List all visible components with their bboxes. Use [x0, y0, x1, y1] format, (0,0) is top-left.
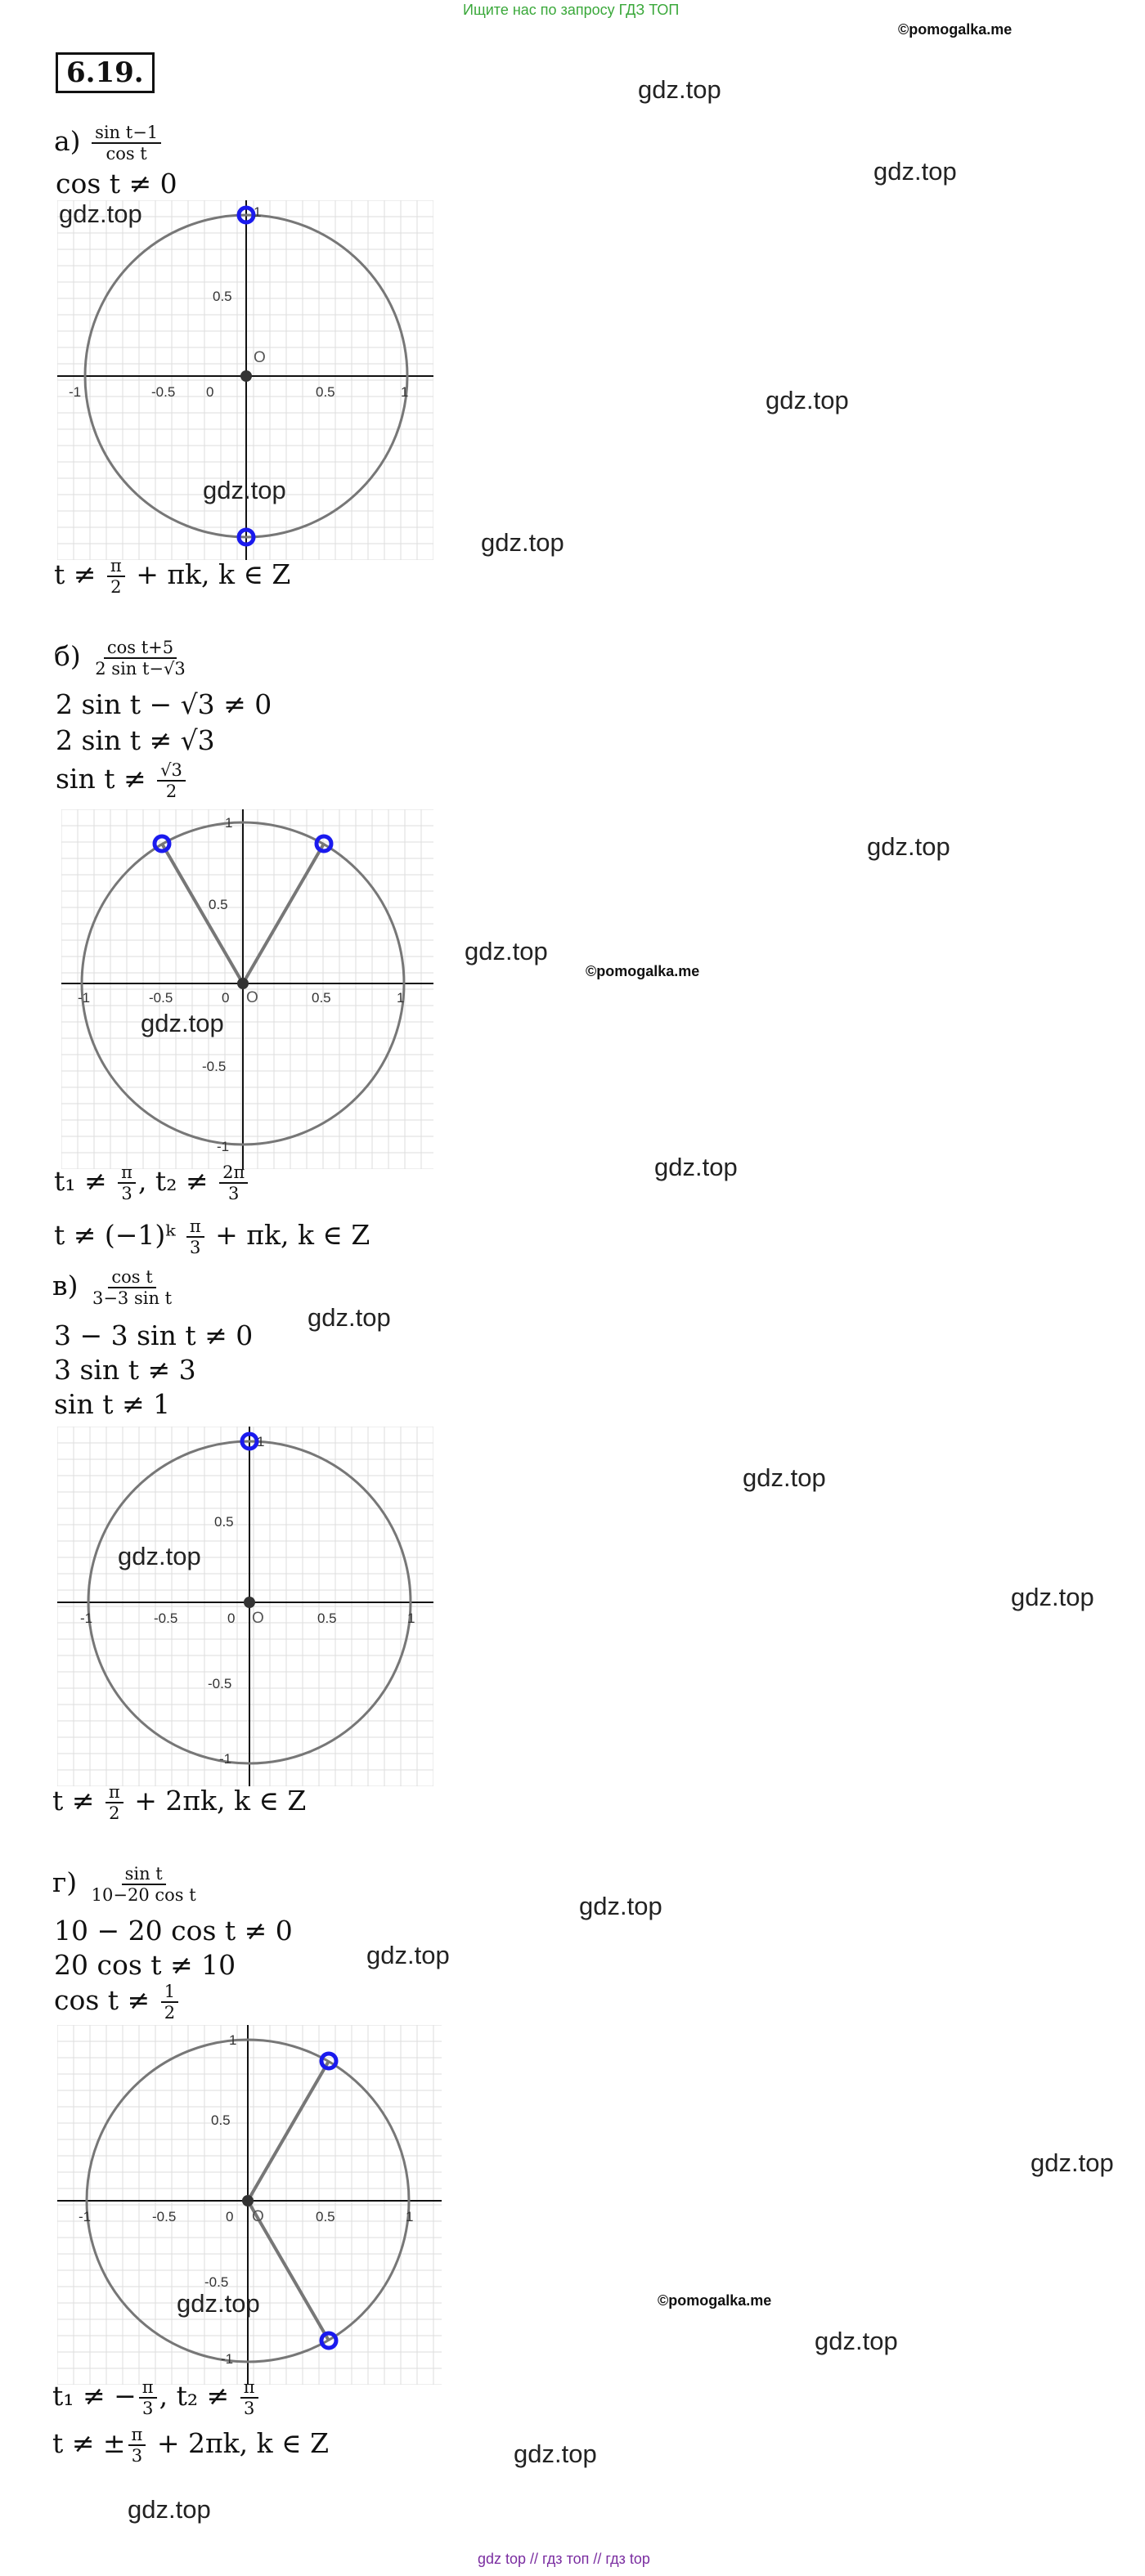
part-b-line3-den: 2: [165, 782, 177, 802]
copyright-text: ©pomogalka.me: [898, 21, 1013, 38]
part-d-numerator: sin t: [122, 1864, 166, 1885]
tick-label-xm1: -1: [79, 2209, 92, 2224]
part-a-answer: [54, 556, 290, 597]
radius-line-right: [243, 844, 324, 983]
part-b-ans1-a: t₁ ≠: [54, 1165, 107, 1198]
part-c-line3: sin t ≠ 1: [54, 1388, 171, 1420]
part-b-unit-circle-graph: [61, 809, 433, 1169]
origin-point: [244, 1597, 255, 1608]
part-d-line3: [54, 1982, 181, 2023]
tick-label-x1: 1: [397, 990, 405, 1006]
part-d-line3-den: 2: [164, 2003, 176, 2023]
part-d-ans2-pre: t ≠ ±: [52, 2427, 126, 2460]
tick-label-y1: 1: [229, 2032, 237, 2048]
part-a-answer-den: 2: [110, 577, 122, 598]
origin-label: O: [252, 1610, 264, 1627]
tick-label-zero: 0: [222, 990, 230, 1006]
watermark: gdz.top: [308, 1303, 391, 1332]
part-c-answer-pre: t ≠: [52, 1785, 95, 1817]
watermark: gdz.top: [177, 2289, 260, 2318]
watermark: gdz.top: [867, 832, 950, 861]
tick-label-x05: 0.5: [316, 384, 335, 400]
watermark: gdz.top: [514, 2439, 597, 2468]
part-d-label: г): [52, 1866, 78, 1899]
tick-label-x05: 0.5: [317, 1611, 337, 1626]
part-c-line1: 3 − 3 sin t ≠ 0: [54, 1319, 254, 1351]
watermark: gdz.top: [766, 386, 849, 414]
watermark: gdz.top: [118, 1542, 201, 1570]
part-b-ans1-b: , t₂ ≠: [137, 1165, 209, 1198]
tick-label-y05: 0.5: [213, 289, 232, 304]
part-b-answer1: [54, 1163, 250, 1203]
part-b-ans2-pre: t ≠ (−1)ᵏ: [54, 1219, 176, 1252]
tick-label-x1: 1: [406, 2209, 414, 2224]
tick-label-ym05: -0.5: [208, 1676, 232, 1691]
part-c-unit-circle-graph: [57, 1427, 433, 1786]
origin-label: O: [254, 349, 266, 366]
part-c-answer-num: π: [106, 1782, 123, 1803]
part-b-line3-num: √3: [157, 760, 186, 782]
tick-label-y1: 1: [257, 1434, 265, 1449]
part-d-ans1-den2: 3: [243, 2399, 255, 2419]
part-a-label: а): [54, 125, 81, 158]
part-b-ans1-num2: 2π: [219, 1163, 248, 1184]
part-a-numerator: sin t−1: [92, 123, 161, 144]
part-b-answer2: [54, 1216, 370, 1257]
origin-point: [237, 978, 249, 989]
tick-label-y05: 0.5: [214, 1514, 234, 1530]
part-c-answer-den: 2: [109, 1803, 120, 1824]
tick-label-y1: 1: [254, 204, 262, 220]
part-c-numerator: cos t: [108, 1267, 155, 1288]
tick-label-x05: 0.5: [312, 990, 331, 1006]
part-d-ans2-post: + 2πk, k ∈ Z: [156, 2427, 329, 2460]
tick-label-ym05: -0.5: [204, 2274, 229, 2290]
radius-line-upper: [248, 2061, 329, 2201]
origin-point: [240, 370, 252, 382]
part-c-expression: [52, 1267, 177, 1308]
part-d-answer2: [52, 2425, 329, 2466]
part-b-line1: 2 sin t − √3 ≠ 0: [56, 688, 272, 720]
radius-line-left: [162, 844, 243, 983]
watermark: gdz.top: [1011, 1583, 1094, 1611]
watermark: gdz.top: [128, 2495, 211, 2524]
part-a-expression: [54, 123, 164, 164]
origin-point: [242, 2195, 254, 2206]
part-b-ans2-num: π: [186, 1216, 204, 1238]
tick-label-x05: 0.5: [316, 2209, 335, 2224]
tick-label-ym1: -1: [219, 1751, 232, 1767]
watermark: gdz.top: [465, 937, 548, 965]
part-a-denominator: cos t: [106, 144, 147, 164]
part-d-ans2-num: π: [128, 2425, 146, 2446]
tick-label-ym1: -1: [217, 1139, 230, 1154]
part-c-line2: 3 sin t ≠ 3: [54, 1354, 196, 1386]
watermark: gdz.top: [203, 476, 286, 504]
tick-label-zero: 0: [226, 2209, 234, 2224]
tick-label-zero: 0: [206, 384, 214, 400]
part-c-label: в): [52, 1270, 79, 1302]
search-hint-link[interactable]: Ищите нас по запросу ГДЗ ТОП: [463, 2, 680, 18]
watermark: gdz.top: [481, 528, 564, 557]
part-a-answer-num: π: [107, 556, 125, 577]
part-d-line3-pre: cos t ≠: [54, 1984, 150, 2017]
part-b-line2: 2 sin t ≠ √3: [56, 724, 215, 756]
origin-label: O: [252, 2208, 264, 2225]
watermark: gdz.top: [638, 75, 721, 104]
tick-label-xm05: -0.5: [154, 1611, 178, 1626]
watermark: gdz.top: [873, 157, 957, 186]
part-b-ans1-den1: 3: [121, 1184, 132, 1204]
part-c-answer-post: + 2πk, k ∈ Z: [134, 1785, 307, 1817]
part-a-answer-pre: t ≠: [54, 558, 97, 591]
footer-links[interactable]: gdz top // гдз топ // гдз top: [478, 2551, 650, 2567]
part-b-ans2-post: + πk, k ∈ Z: [215, 1219, 370, 1252]
copyright-text: ©pomogalka.me: [586, 963, 700, 979]
tick-label-x1: 1: [401, 384, 409, 400]
part-a-unit-circle-graph: [57, 200, 433, 560]
part-d-ans1-num2: π: [240, 2377, 258, 2399]
part-d-expression: [52, 1864, 202, 1905]
part-b-denominator: 2 sin t−√3: [95, 659, 186, 679]
part-d-unit-circle-graph: [57, 2025, 442, 2385]
watermark: gdz.top: [1030, 2148, 1114, 2177]
part-d-line1: 10 − 20 cos t ≠ 0: [54, 1915, 293, 1947]
watermark: gdz.top: [141, 1009, 224, 1037]
watermark: gdz.top: [366, 1941, 450, 1969]
tick-label-y1: 1: [225, 815, 233, 831]
part-d-ans1-b: , t₂ ≠: [159, 2380, 230, 2412]
part-a-answer-post: + πk, k ∈ Z: [136, 558, 291, 591]
part-c-denominator: 3−3 sin t: [92, 1288, 173, 1309]
part-b-line3: [56, 760, 188, 801]
part-d-denominator: 10−20 cos t: [91, 1885, 196, 1906]
tick-label-ym1: -1: [221, 2351, 234, 2367]
tick-label-x1: 1: [407, 1611, 415, 1626]
tick-label-zero: 0: [227, 1611, 236, 1626]
watermark: gdz.top: [654, 1153, 738, 1181]
part-b-label: б): [54, 640, 81, 673]
part-b-ans1-den2: 3: [227, 1184, 240, 1204]
grid-lines: [57, 1427, 433, 1786]
watermark: gdz.top: [743, 1463, 826, 1492]
part-d-line2: 20 cos t ≠ 10: [54, 1949, 236, 1981]
part-c-answer: [52, 1782, 306, 1823]
tick-label-y05: 0.5: [211, 2112, 231, 2128]
problem-number: 6.19.: [56, 52, 155, 93]
part-b-line3-pre: sin t ≠: [56, 763, 146, 795]
part-d-line3-num: 1: [161, 1982, 178, 2003]
copyright-text: ©pomogalka.me: [658, 2292, 772, 2309]
part-d-answer1: [52, 2377, 261, 2418]
tick-label-y05: 0.5: [209, 897, 228, 912]
part-b-numerator: cos t+5: [104, 638, 177, 659]
watermark: gdz.top: [579, 1892, 662, 1920]
part-b-ans1-num1: π: [118, 1163, 136, 1184]
part-d-ans1-den1: 3: [142, 2399, 154, 2419]
part-b-ans2-den: 3: [190, 1238, 201, 1258]
tick-label-ym05: -0.5: [202, 1059, 227, 1074]
tick-label-xm1: -1: [78, 990, 91, 1006]
tick-label-xm05: -0.5: [151, 384, 176, 400]
watermark: gdz.top: [59, 199, 142, 228]
watermark: gdz.top: [815, 2327, 898, 2355]
part-b-expression: [54, 638, 191, 679]
part-d-ans1-num1: π: [139, 2377, 157, 2399]
tick-label-xm05: -0.5: [152, 2209, 177, 2224]
part-d-ans1-a: t₁ ≠ −: [52, 2380, 137, 2412]
part-d-ans2-den: 3: [131, 2446, 143, 2466]
tick-label-xm05: -0.5: [149, 990, 173, 1006]
origin-label: O: [246, 989, 258, 1006]
part-a-line1: cos t ≠ 0: [56, 168, 177, 199]
tick-label-xm1: -1: [80, 1611, 93, 1626]
tick-label-xm1: -1: [69, 384, 82, 400]
